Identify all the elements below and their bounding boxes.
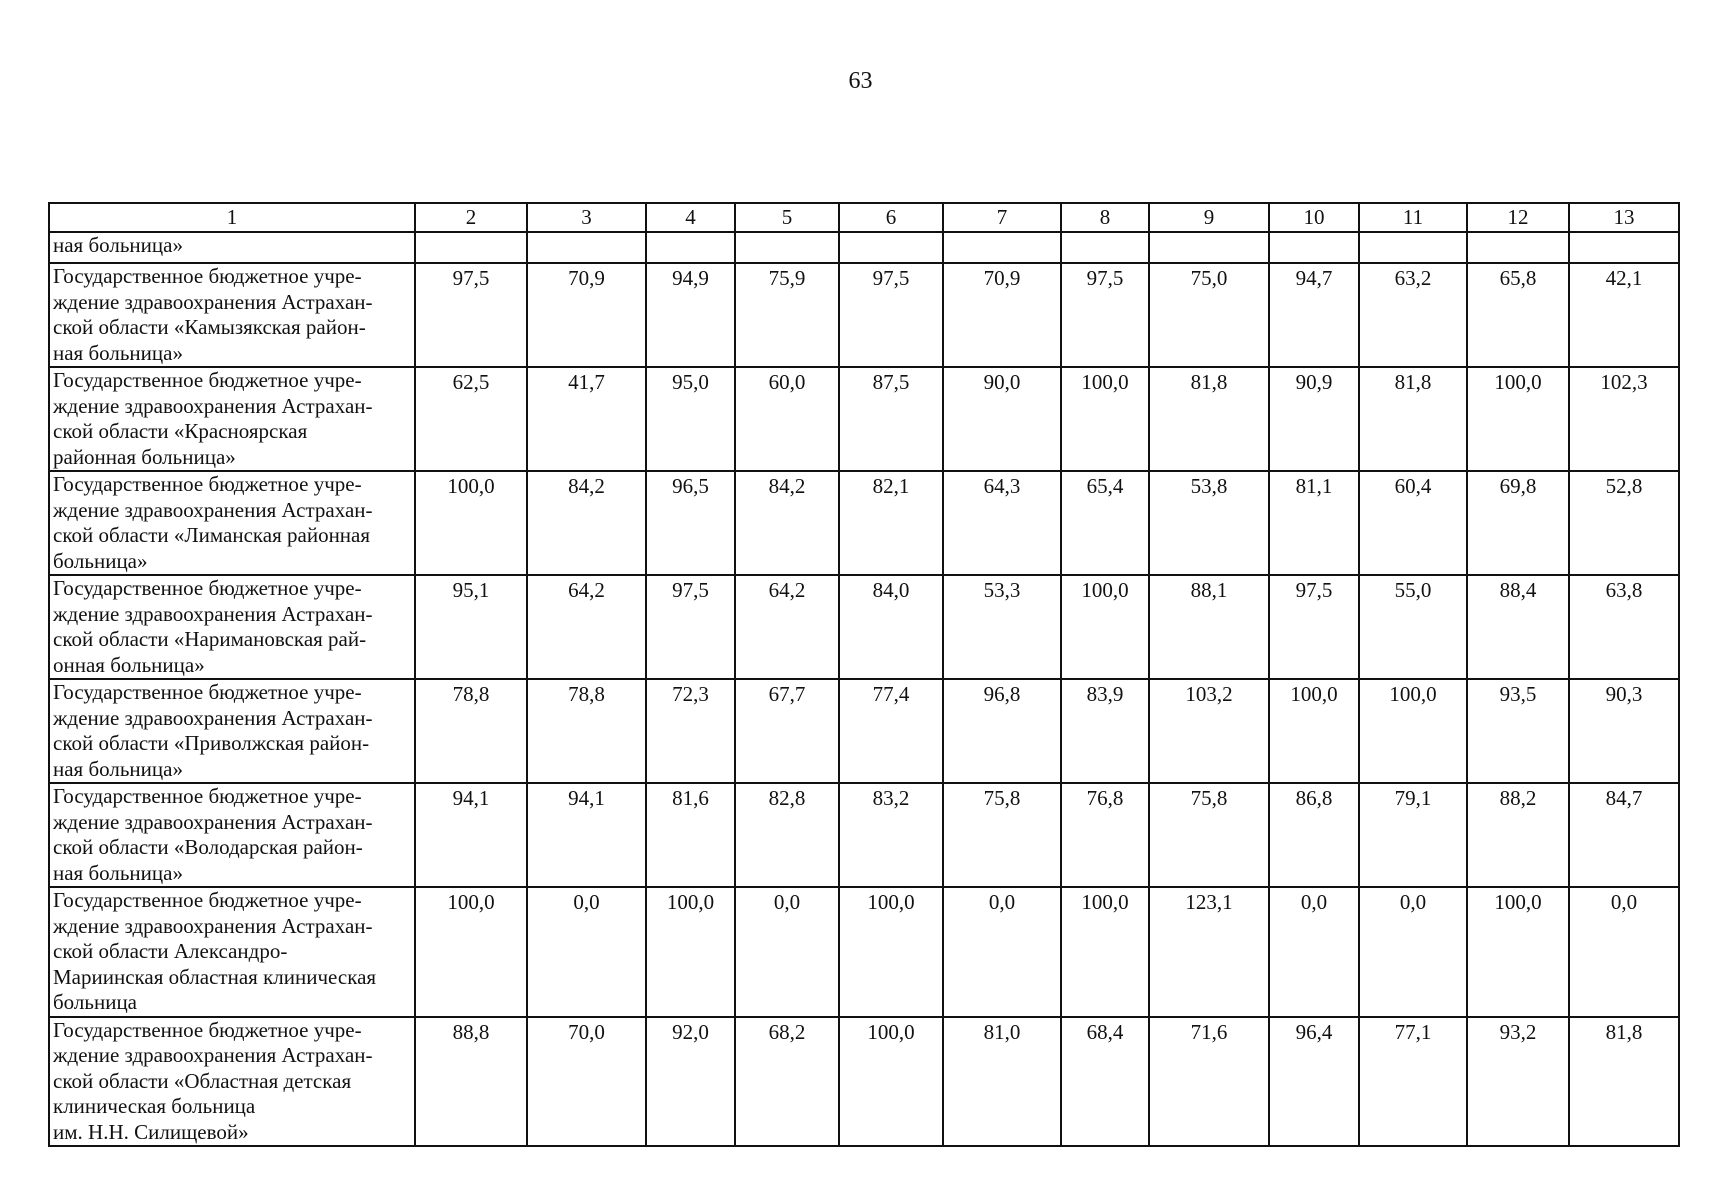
table-row <box>49 575 1679 679</box>
value-cell: 0,0 <box>527 887 646 1017</box>
value-cell: 103,2 <box>1149 679 1269 783</box>
table-row <box>49 263 1679 367</box>
value-cell: 100,0 <box>1467 367 1569 471</box>
table-body <box>49 203 1679 1146</box>
value-cell: 100,0 <box>1467 887 1569 1017</box>
value-cell: 68,2 <box>735 1017 839 1147</box>
value-cell: 90,9 <box>1269 367 1359 471</box>
column-number-cell: 13 <box>1569 203 1679 232</box>
value-cell: 71,6 <box>1149 1017 1269 1147</box>
value-cell: 84,7 <box>1569 783 1679 887</box>
value-cell: 81,6 <box>646 783 735 887</box>
value-cell: 94,1 <box>415 783 527 887</box>
value-cell: 123,1 <box>1149 887 1269 1017</box>
value-cell: 84,2 <box>735 471 839 575</box>
value-cell: 82,1 <box>839 471 943 575</box>
value-cell: 0,0 <box>735 887 839 1017</box>
value-cell: 100,0 <box>1061 575 1149 679</box>
value-cell <box>943 232 1061 263</box>
column-number-cell: 11 <box>1359 203 1467 232</box>
value-cell: 77,4 <box>839 679 943 783</box>
table-row <box>49 471 1679 575</box>
value-cell: 100,0 <box>1061 887 1149 1017</box>
column-number-cell: 12 <box>1467 203 1569 232</box>
column-number-cell: 2 <box>415 203 527 232</box>
value-cell: 64,2 <box>527 575 646 679</box>
value-cell: 81,8 <box>1359 367 1467 471</box>
value-cell: 42,1 <box>1569 263 1679 367</box>
value-cell: 100,0 <box>1269 679 1359 783</box>
value-cell: 81,8 <box>1149 367 1269 471</box>
column-number-row <box>49 203 1679 232</box>
value-cell <box>527 232 646 263</box>
value-cell <box>735 232 839 263</box>
value-cell: 75,0 <box>1149 263 1269 367</box>
table-row <box>49 367 1679 471</box>
value-cell: 97,5 <box>415 263 527 367</box>
value-cell: 95,1 <box>415 575 527 679</box>
value-cell: 100,0 <box>646 887 735 1017</box>
value-cell: 60,0 <box>735 367 839 471</box>
institution-name-cell: Государственное бюджетное учре- ждение здравоохранения Астрахан- ской области «Володарская район- ная больница» <box>49 783 415 887</box>
value-cell: 97,5 <box>646 575 735 679</box>
value-cell: 69,8 <box>1467 471 1569 575</box>
value-cell: 93,2 <box>1467 1017 1569 1147</box>
page-number: 63 <box>848 68 873 94</box>
table-row <box>49 679 1679 783</box>
value-cell: 84,0 <box>839 575 943 679</box>
value-cell <box>1359 232 1467 263</box>
value-cell: 79,1 <box>1359 783 1467 887</box>
value-cell: 68,4 <box>1061 1017 1149 1147</box>
value-cell: 94,1 <box>527 783 646 887</box>
value-cell: 63,8 <box>1569 575 1679 679</box>
table-row <box>49 783 1679 887</box>
value-cell: 78,8 <box>415 679 527 783</box>
value-cell: 96,8 <box>943 679 1061 783</box>
value-cell: 55,0 <box>1359 575 1467 679</box>
institution-name-cell: Государственное бюджетное учре- ждение здравоохранения Астрахан- ской области Александро- Мариинская областная клиническая больница <box>49 887 415 1017</box>
value-cell: 90,0 <box>943 367 1061 471</box>
value-cell: 100,0 <box>1061 367 1149 471</box>
value-cell: 62,5 <box>415 367 527 471</box>
value-cell: 52,8 <box>1569 471 1679 575</box>
value-cell: 100,0 <box>839 1017 943 1147</box>
value-cell: 60,4 <box>1359 471 1467 575</box>
value-cell: 84,2 <box>527 471 646 575</box>
value-cell: 100,0 <box>415 887 527 1017</box>
value-cell: 81,1 <box>1269 471 1359 575</box>
value-cell: 64,2 <box>735 575 839 679</box>
value-cell: 0,0 <box>1359 887 1467 1017</box>
value-cell: 82,8 <box>735 783 839 887</box>
column-number-cell: 10 <box>1269 203 1359 232</box>
value-cell: 96,4 <box>1269 1017 1359 1147</box>
value-cell <box>1149 232 1269 263</box>
value-cell: 76,8 <box>1061 783 1149 887</box>
value-cell: 86,8 <box>1269 783 1359 887</box>
value-cell: 97,5 <box>1061 263 1149 367</box>
value-cell: 100,0 <box>839 887 943 1017</box>
value-cell: 100,0 <box>1359 679 1467 783</box>
value-cell: 64,3 <box>943 471 1061 575</box>
value-cell <box>1467 232 1569 263</box>
value-cell: 90,3 <box>1569 679 1679 783</box>
value-cell <box>1569 232 1679 263</box>
value-cell: 81,0 <box>943 1017 1061 1147</box>
column-number-cell: 6 <box>839 203 943 232</box>
institution-name-cell: ная больница» <box>49 232 415 263</box>
column-number-cell: 9 <box>1149 203 1269 232</box>
value-cell: 70,9 <box>527 263 646 367</box>
table-row <box>49 1017 1679 1147</box>
column-number-cell: 7 <box>943 203 1061 232</box>
value-cell: 70,0 <box>527 1017 646 1147</box>
value-cell: 94,7 <box>1269 263 1359 367</box>
value-cell: 75,8 <box>943 783 1061 887</box>
column-number-cell: 3 <box>527 203 646 232</box>
value-cell <box>415 232 527 263</box>
value-cell: 65,4 <box>1061 471 1149 575</box>
value-cell <box>1061 232 1149 263</box>
value-cell: 88,8 <box>415 1017 527 1147</box>
value-cell: 67,7 <box>735 679 839 783</box>
table-row <box>49 232 1679 263</box>
institution-name-cell: Государственное бюджетное учре- ждение здравоохранения Астрахан- ской области «Приволжская район- ная больница» <box>49 679 415 783</box>
value-cell: 53,8 <box>1149 471 1269 575</box>
value-cell <box>839 232 943 263</box>
value-cell: 94,9 <box>646 263 735 367</box>
value-cell: 70,9 <box>943 263 1061 367</box>
table-row <box>49 887 1679 1017</box>
value-cell: 87,5 <box>839 367 943 471</box>
value-cell: 88,2 <box>1467 783 1569 887</box>
column-number-cell: 5 <box>735 203 839 232</box>
value-cell: 0,0 <box>1269 887 1359 1017</box>
value-cell: 65,8 <box>1467 263 1569 367</box>
value-cell: 96,5 <box>646 471 735 575</box>
value-cell: 100,0 <box>415 471 527 575</box>
institution-name-cell: Государственное бюджетное учре- ждение здравоохранения Астрахан- ской области «Областная детская клиническая больница им. Н.Н. Силищевой» <box>49 1017 415 1147</box>
value-cell: 0,0 <box>943 887 1061 1017</box>
value-cell: 83,9 <box>1061 679 1149 783</box>
institution-name-cell: Государственное бюджетное учре- ждение здравоохранения Астрахан- ской области «Лиманская районная больница» <box>49 471 415 575</box>
value-cell: 63,2 <box>1359 263 1467 367</box>
value-cell: 83,2 <box>839 783 943 887</box>
value-cell: 75,9 <box>735 263 839 367</box>
value-cell: 88,1 <box>1149 575 1269 679</box>
value-cell: 75,8 <box>1149 783 1269 887</box>
value-cell: 92,0 <box>646 1017 735 1147</box>
value-cell: 77,1 <box>1359 1017 1467 1147</box>
value-cell: 72,3 <box>646 679 735 783</box>
value-cell <box>1269 232 1359 263</box>
value-cell: 0,0 <box>1569 887 1679 1017</box>
value-cell <box>646 232 735 263</box>
value-cell: 41,7 <box>527 367 646 471</box>
value-cell: 53,3 <box>943 575 1061 679</box>
institution-name-cell: Государственное бюджетное учре- ждение здравоохранения Астрахан- ской области «Наримановская рай- онная больница» <box>49 575 415 679</box>
column-number-cell: 8 <box>1061 203 1149 232</box>
column-number-cell: 1 <box>49 203 415 232</box>
value-cell: 97,5 <box>1269 575 1359 679</box>
value-cell: 97,5 <box>839 263 943 367</box>
statistics-table <box>48 202 1680 1147</box>
institution-name-cell: Государственное бюджетное учре- ждение здравоохранения Астрахан- ской области «Камызякская район- ная больница» <box>49 263 415 367</box>
value-cell: 88,4 <box>1467 575 1569 679</box>
value-cell: 81,8 <box>1569 1017 1679 1147</box>
column-number-cell: 4 <box>646 203 735 232</box>
value-cell: 95,0 <box>646 367 735 471</box>
value-cell: 102,3 <box>1569 367 1679 471</box>
value-cell: 93,5 <box>1467 679 1569 783</box>
institution-name-cell: Государственное бюджетное учре- ждение здравоохранения Астрахан- ской области «Красноярская районная больница» <box>49 367 415 471</box>
value-cell: 78,8 <box>527 679 646 783</box>
